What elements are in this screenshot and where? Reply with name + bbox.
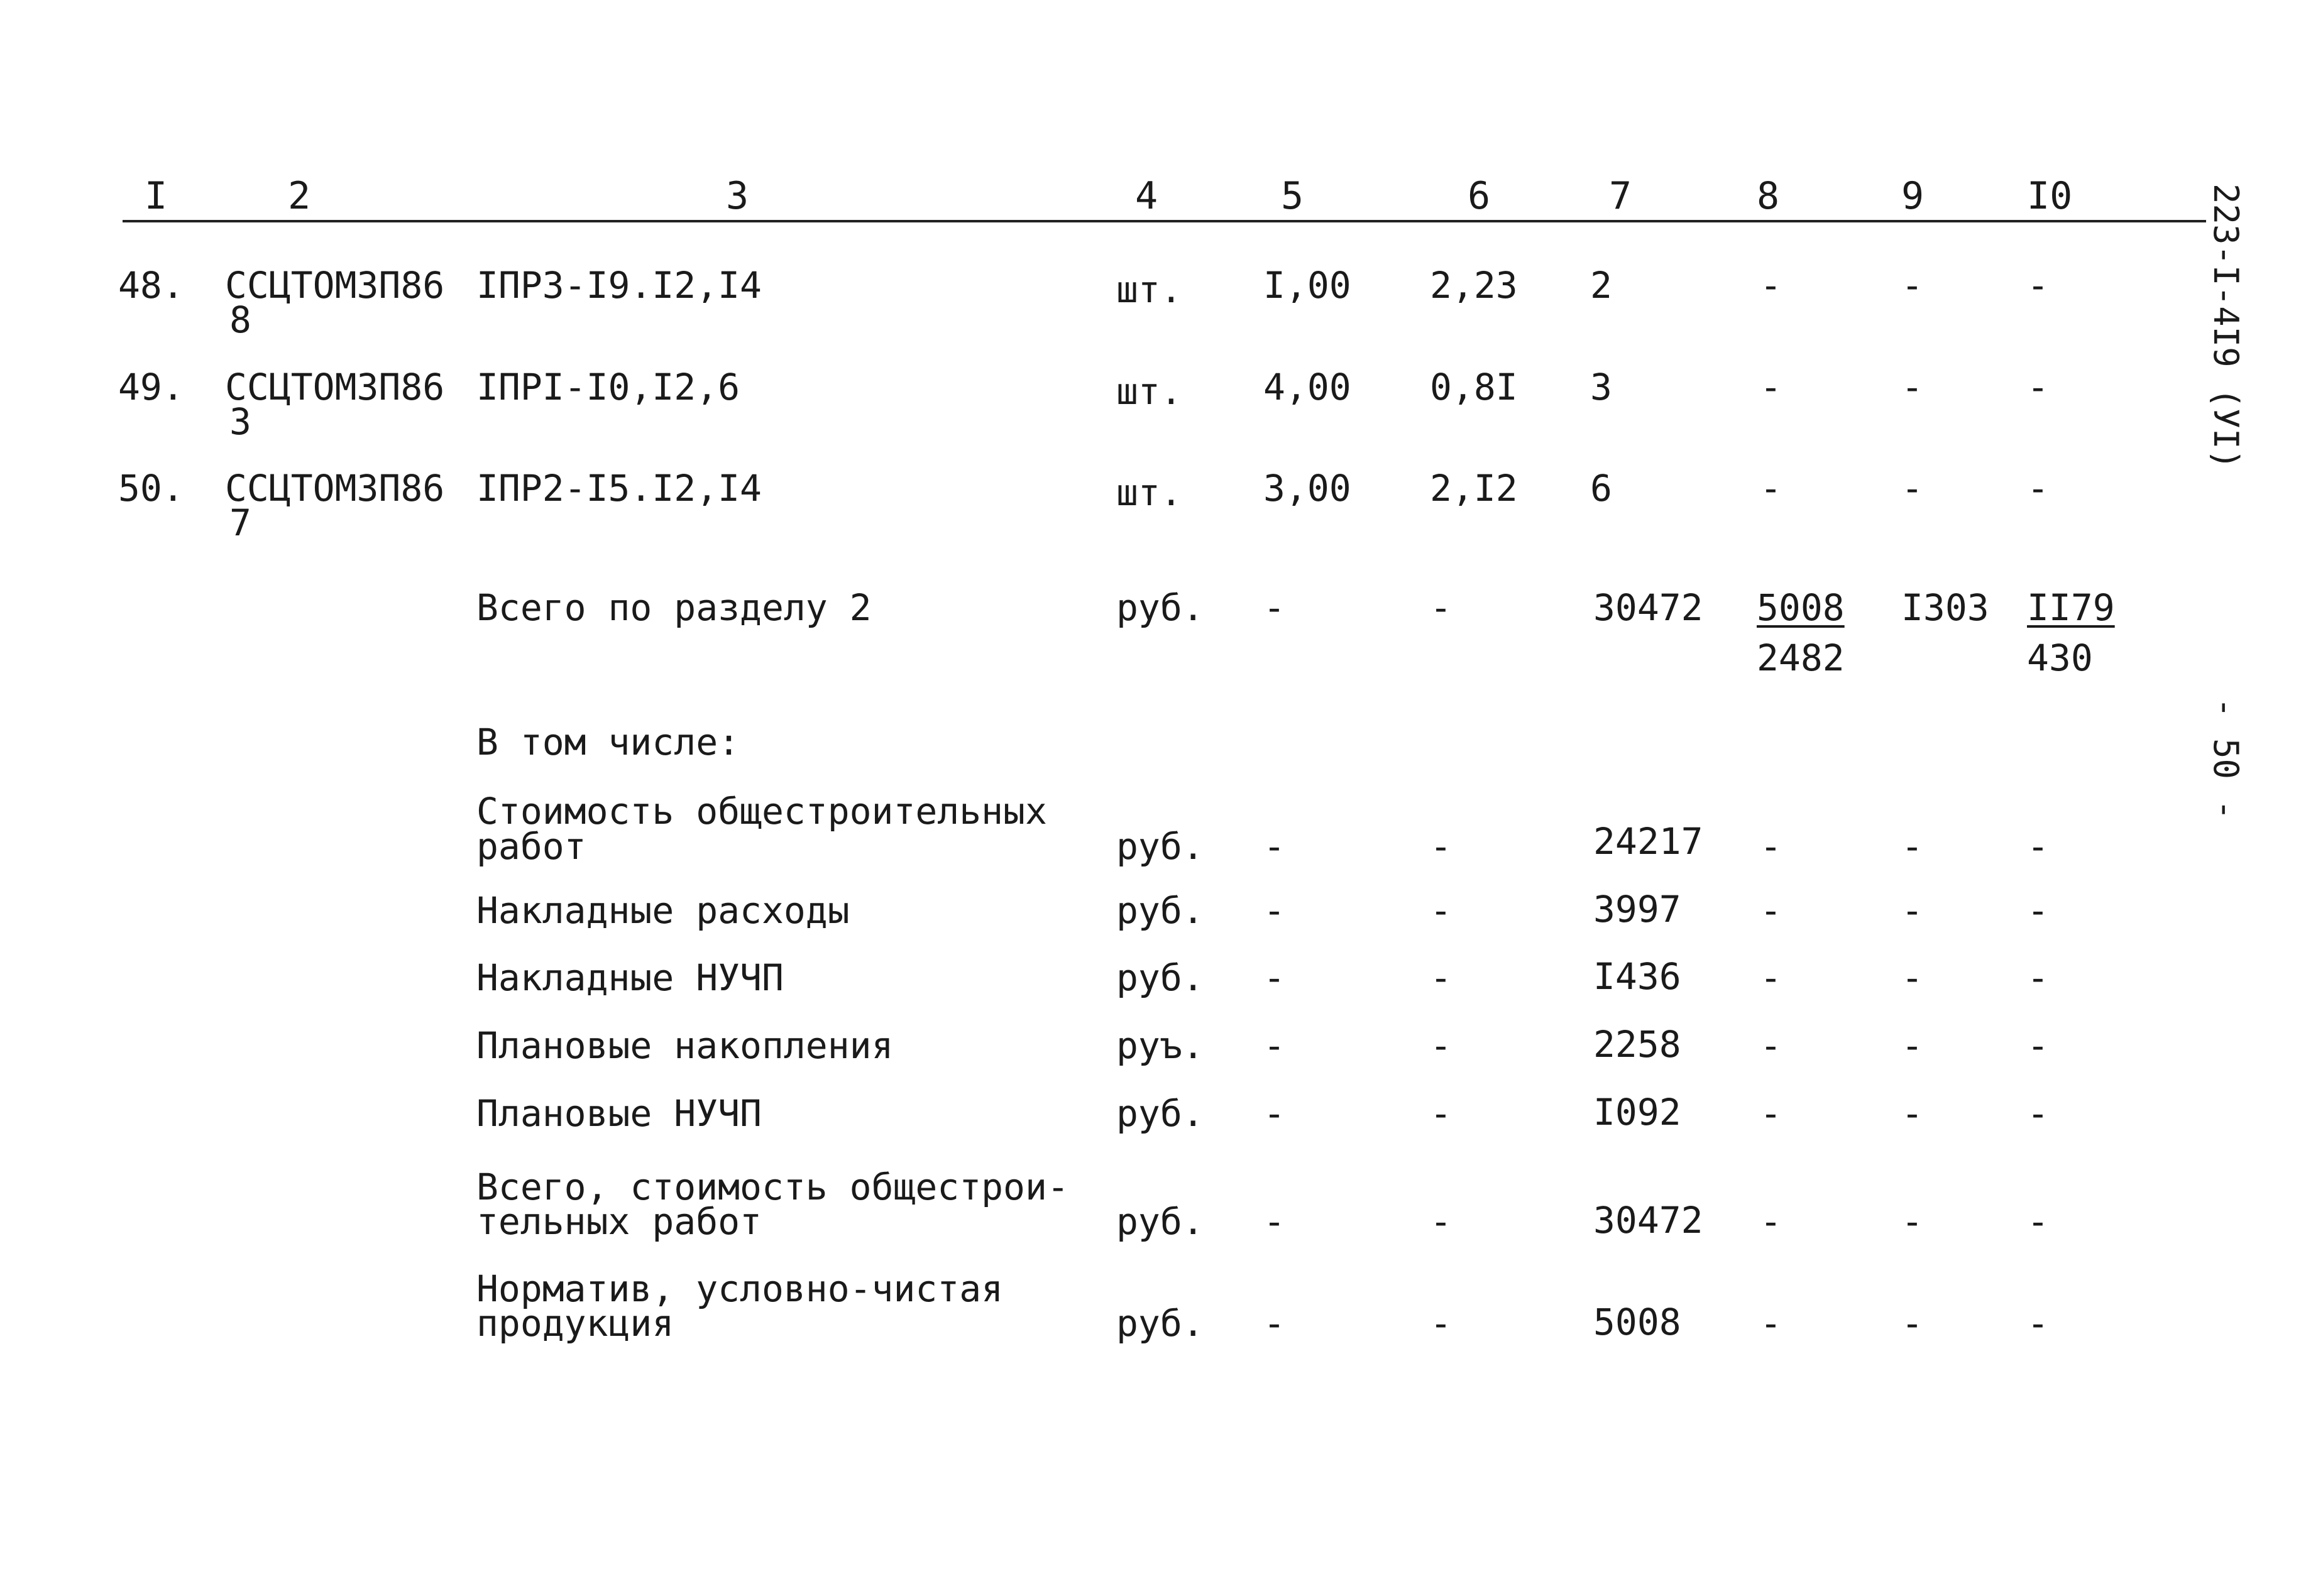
item-col8: - bbox=[1760, 366, 1782, 408]
breakdown-col5: - bbox=[1263, 1200, 1285, 1243]
section-total-col8-bottom: 2482 bbox=[1757, 637, 1845, 679]
item-number: 50. bbox=[118, 467, 184, 510]
col-header-3: 3 bbox=[726, 174, 749, 218]
breakdown-col8: - bbox=[1760, 889, 1782, 932]
breakdown-label: Плановые НУЧП bbox=[476, 1092, 762, 1135]
col-header-2: 2 bbox=[288, 174, 311, 218]
breakdown-col5: - bbox=[1263, 956, 1285, 999]
item-col9: - bbox=[1901, 264, 1923, 307]
including-label: В том числе: bbox=[476, 721, 740, 763]
section-total-col8-top: 5008 bbox=[1757, 586, 1845, 629]
breakdown-label: Накладные расходы bbox=[476, 889, 850, 932]
breakdown-col7: 30472 bbox=[1593, 1199, 1703, 1242]
breakdown-col9: - bbox=[1901, 1092, 1923, 1135]
breakdown-label: Всего, стоимость общестрои- bbox=[476, 1166, 1069, 1208]
section-total-col9: I303 bbox=[1901, 586, 1989, 629]
breakdown-col6: - bbox=[1430, 1200, 1452, 1243]
section-total-col10-bottom: 430 bbox=[2027, 637, 2093, 679]
item-col8: - bbox=[1760, 467, 1782, 510]
breakdown-col8: - bbox=[1760, 1092, 1782, 1135]
breakdown-unit: руб. bbox=[1116, 1092, 1204, 1135]
item-code-sub: 7 bbox=[229, 501, 251, 544]
breakdown-col10: - bbox=[2027, 825, 2049, 868]
breakdown-label: Плановые накопления bbox=[476, 1024, 894, 1067]
item-col8: - bbox=[1760, 264, 1782, 307]
item-col9: - bbox=[1901, 366, 1923, 408]
breakdown-col9: - bbox=[1901, 825, 1923, 868]
item-col7: 3 bbox=[1590, 366, 1612, 408]
breakdown-unit: руб. bbox=[1116, 825, 1204, 868]
item-unit: шт. bbox=[1116, 370, 1182, 413]
breakdown-col9: - bbox=[1901, 1302, 1923, 1345]
item-code-sub: 8 bbox=[229, 298, 251, 341]
item-col10: - bbox=[2027, 467, 2049, 510]
breakdown-unit: руб. bbox=[1116, 889, 1204, 932]
item-unit: шт. bbox=[1116, 471, 1182, 514]
page-number: - 50 - bbox=[2206, 697, 2246, 821]
breakdown-col9: - bbox=[1901, 1200, 1923, 1243]
breakdown-col8: - bbox=[1760, 956, 1782, 999]
breakdown-col7: I092 bbox=[1593, 1091, 1681, 1134]
section-total-label: Всего по разделу 2 bbox=[476, 586, 872, 629]
breakdown-col8: - bbox=[1760, 1302, 1782, 1345]
breakdown-col10: - bbox=[2027, 1302, 2049, 1345]
breakdown-label-cont: тельных работ bbox=[476, 1200, 762, 1243]
breakdown-col5: - bbox=[1263, 1092, 1285, 1135]
item-number: 48. bbox=[118, 264, 184, 307]
item-number: 49. bbox=[118, 366, 184, 408]
item-col9: - bbox=[1901, 467, 1923, 510]
breakdown-label: Стоимость общестроительных bbox=[476, 790, 1047, 833]
col-header-8: 8 bbox=[1757, 174, 1780, 218]
breakdown-unit: руб. bbox=[1116, 956, 1204, 999]
breakdown-unit: руб. bbox=[1116, 1302, 1204, 1345]
breakdown-label: Норматив, условно-чистая bbox=[476, 1267, 1004, 1310]
breakdown-col7: I436 bbox=[1593, 955, 1681, 998]
col-header-6: 6 bbox=[1468, 174, 1491, 218]
breakdown-col10: - bbox=[2027, 1092, 2049, 1135]
header-rule bbox=[123, 220, 2206, 222]
breakdown-col5: - bbox=[1263, 825, 1285, 868]
item-col5: 4,00 bbox=[1263, 366, 1351, 408]
breakdown-label-cont: продукция bbox=[476, 1302, 674, 1345]
section-total-col7: 30472 bbox=[1593, 586, 1703, 629]
item-code: ССЦТОМЗП86 bbox=[225, 264, 445, 307]
item-col7: 2 bbox=[1590, 264, 1612, 307]
breakdown-col9: - bbox=[1901, 1024, 1923, 1067]
breakdown-col6: - bbox=[1430, 1092, 1452, 1135]
item-name: IПРЗ-I9.I2,I4 bbox=[476, 264, 762, 307]
item-col6: 2,23 bbox=[1430, 264, 1518, 307]
breakdown-col6: - bbox=[1430, 1302, 1452, 1345]
col-header-9: 9 bbox=[1901, 174, 1925, 218]
breakdown-col5: - bbox=[1263, 1024, 1285, 1067]
breakdown-col7: 5008 bbox=[1593, 1301, 1681, 1343]
item-col7: 6 bbox=[1590, 467, 1612, 510]
col-header-4: 4 bbox=[1135, 174, 1158, 218]
item-col6: 0,8I bbox=[1430, 366, 1518, 408]
col-header-1: I bbox=[145, 174, 168, 218]
breakdown-label: Накладные НУЧП bbox=[476, 956, 784, 999]
breakdown-col9: - bbox=[1901, 889, 1923, 932]
breakdown-col7: 2258 bbox=[1593, 1023, 1681, 1066]
breakdown-unit: руъ. bbox=[1116, 1024, 1204, 1067]
section-total-col10-top: II79 bbox=[2027, 586, 2115, 629]
item-code-sub: 3 bbox=[229, 400, 251, 443]
breakdown-col10: - bbox=[2027, 956, 2049, 999]
breakdown-col6: - bbox=[1430, 889, 1452, 932]
item-code: ССЦТОМЗП86 bbox=[225, 366, 445, 408]
breakdown-col6: - bbox=[1430, 956, 1452, 999]
breakdown-col5: - bbox=[1263, 1302, 1285, 1345]
item-col6: 2,I2 bbox=[1430, 467, 1518, 510]
col-header-5: 5 bbox=[1281, 174, 1304, 218]
item-code: ССЦТОМЗП86 bbox=[225, 467, 445, 510]
item-col10: - bbox=[2027, 264, 2049, 307]
breakdown-label-cont: работ bbox=[476, 825, 586, 868]
item-name: IПРI-I0,I2,6 bbox=[476, 366, 740, 408]
item-unit: шт. bbox=[1116, 268, 1182, 311]
breakdown-col10: - bbox=[2027, 1200, 2049, 1243]
section-total-col6: - bbox=[1430, 586, 1452, 629]
breakdown-col10: - bbox=[2027, 889, 2049, 932]
document-code: 223-I-4I9 (УI) bbox=[2206, 183, 2246, 470]
breakdown-col5: - bbox=[1263, 889, 1285, 932]
item-col5: I,00 bbox=[1263, 264, 1351, 307]
item-name: IПР2-I5.I2,I4 bbox=[476, 467, 762, 510]
breakdown-col10: - bbox=[2027, 1024, 2049, 1067]
section-total-unit: руб. bbox=[1116, 586, 1204, 629]
item-col5: 3,00 bbox=[1263, 467, 1351, 510]
breakdown-col9: - bbox=[1901, 956, 1923, 999]
col-header-10: I0 bbox=[2027, 174, 2073, 218]
breakdown-col7: 3997 bbox=[1593, 888, 1681, 931]
col-header-7: 7 bbox=[1609, 174, 1632, 218]
item-col10: - bbox=[2027, 366, 2049, 408]
breakdown-col8: - bbox=[1760, 1024, 1782, 1067]
breakdown-col6: - bbox=[1430, 825, 1452, 868]
breakdown-col6: - bbox=[1430, 1024, 1452, 1067]
breakdown-col8: - bbox=[1760, 1200, 1782, 1243]
breakdown-col8: - bbox=[1760, 825, 1782, 868]
section-total-col5: - bbox=[1263, 586, 1285, 629]
breakdown-col7: 24217 bbox=[1593, 820, 1703, 863]
breakdown-unit: руб. bbox=[1116, 1200, 1204, 1243]
